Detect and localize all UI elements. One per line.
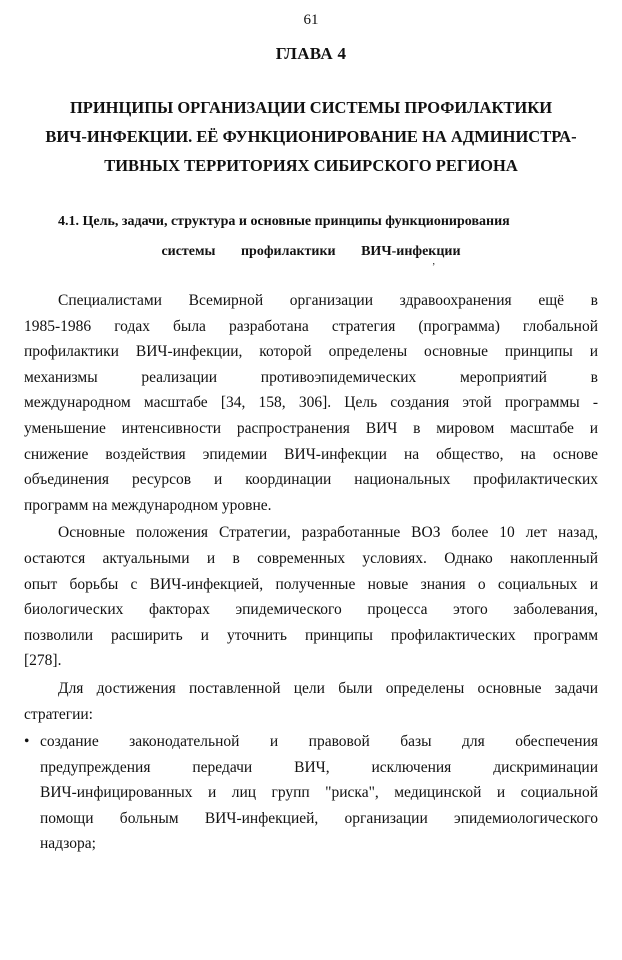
task-list	[24, 729, 598, 857]
chapter-title-line: ВИЧ-ИНФЕКЦИИ. ЕЁ ФУНКЦИОНИРОВАНИЕ НА АДМИНИСТРА-	[45, 127, 577, 146]
text-line: стратегии:	[24, 705, 93, 723]
text-line: Специалистами Всемирной организации здравоохранения ещё в	[58, 292, 598, 309]
section-heading-line: 4.1. Цель, задачи, структура и основные принципы функционирования	[58, 214, 510, 229]
chapter-title-line: ТИВНЫХ ТЕРРИТОРИЯХ СИБИРСКОГО РЕГИОНА	[104, 156, 518, 175]
text-line: Основные положения Стратегии, разработанные ВОЗ более 10 лет назад,	[58, 524, 598, 542]
text-line: 1985-1986 годах была разработана стратегия (программа) глобальной	[24, 317, 598, 335]
text-line: ВИЧ-инфицированных и лиц групп "риска", медицинской и социальной	[40, 784, 598, 802]
text-line: уменьшение интенсивности распространения ВИЧ в мировом масштабе и	[24, 419, 598, 437]
page-number: 61	[303, 12, 319, 28]
text-line: профилактики ВИЧ-инфекции, которой определены основные принципы и	[24, 343, 598, 361]
chapter-title-line: ПРИНЦИПЫ ОРГАНИЗАЦИИ СИСТЕМЫ ПРОФИЛАКТИКИ	[69, 98, 553, 117]
text-line: снижение воздействия эпидемии ВИЧ-инфекции на общество, на основе	[24, 445, 598, 463]
section-heading-line: системы профилактики ВИЧ-инфекции	[161, 244, 461, 259]
paragraph-2	[24, 520, 598, 674]
text-line: помощи больным ВИЧ-инфекцией, организации эпидемиологического	[40, 809, 598, 827]
list-item	[24, 729, 598, 857]
paragraph-1	[24, 288, 598, 518]
text-line: механизмы реализации противоэпидемических мероприятий в	[24, 368, 598, 386]
text-line: опыт борьбы с ВИЧ-инфекцией, полученные новые знания о социальных и	[24, 575, 598, 593]
body-text	[24, 288, 598, 859]
text-line: предупреждения передачи ВИЧ, исключения дискриминации	[40, 758, 598, 776]
section-heading	[30, 207, 592, 267]
text-line: международном масштабе [34, 158, 306]. Цель создания этой программы -	[24, 394, 598, 412]
text-line: биологических факторах эпидемического процесса этого заболевания,	[24, 601, 598, 619]
text-line: остаются актуальными и в современных условиях. Однако накопленный	[24, 549, 598, 567]
text-line: создание законодательной и правовой базы для обеспечения	[40, 733, 598, 751]
chapter-heading: ГЛАВА 4	[275, 44, 347, 63]
paragraph-3	[24, 676, 598, 727]
text-line: Для достижения поставленной цели были определены основные задачи	[58, 679, 598, 697]
text-line: объединения ресурсов и координации национальных профилактических	[24, 471, 598, 489]
stray-mark: ʼ	[432, 262, 436, 273]
text-line: программ на международном уровне.	[24, 496, 272, 514]
text-line: надзора;	[40, 835, 96, 853]
text-line: позволили расширить и уточнить принципы профилактических программ	[24, 626, 598, 644]
text-line: [278].	[24, 652, 62, 670]
chapter-title	[26, 93, 596, 180]
bullet-icon: •	[24, 733, 30, 751]
